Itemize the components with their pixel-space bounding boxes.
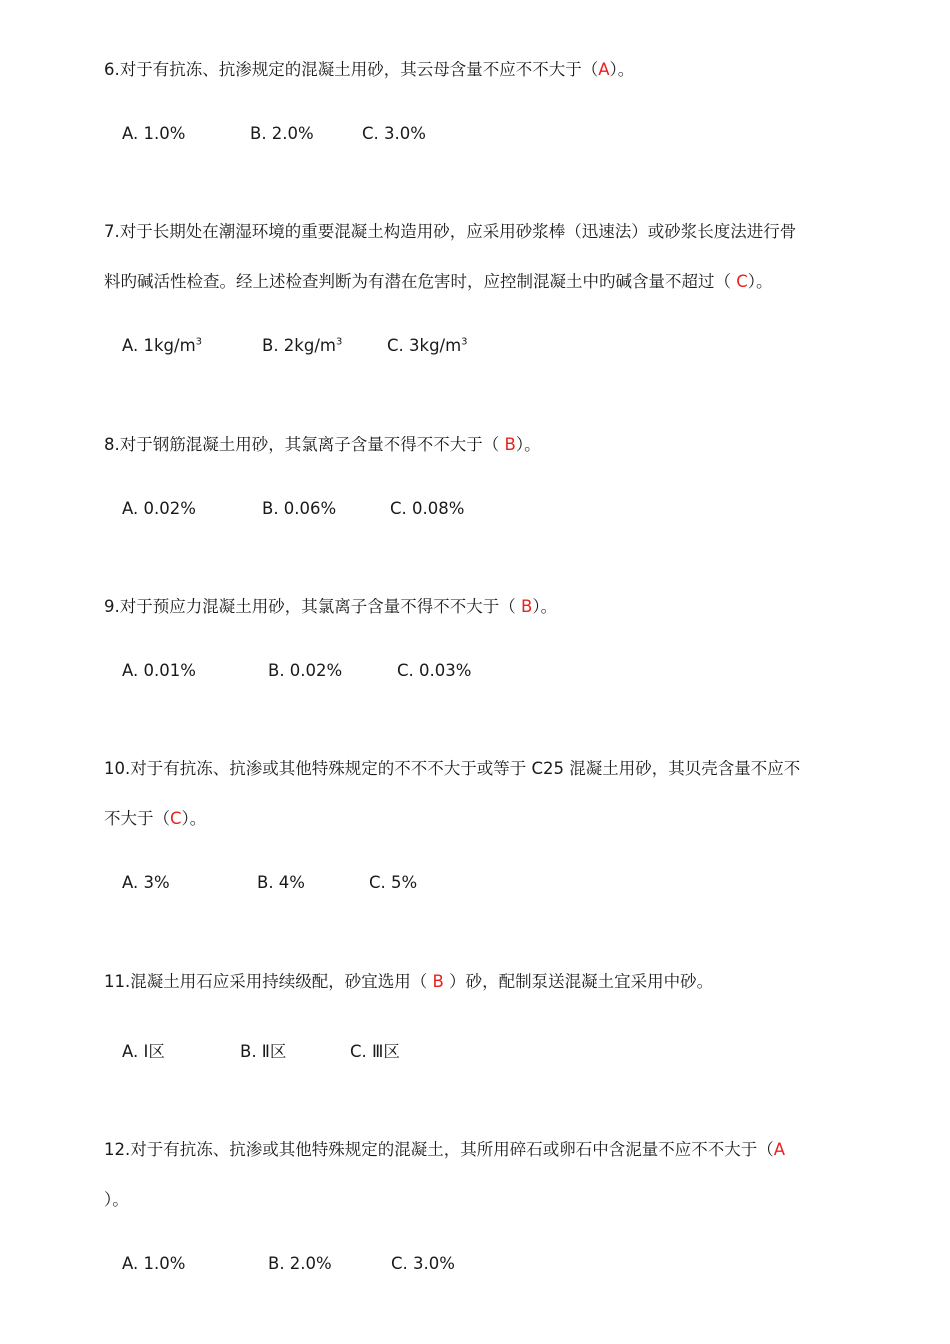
question-10	[104, 744, 844, 844]
question-8-answer: B	[504, 435, 516, 454]
option-a: A. 1.0%	[122, 1254, 186, 1273]
question-12-line-1	[104, 1125, 844, 1175]
option-c: C. 0.03%	[397, 661, 472, 680]
unit-superscript: 3	[335, 336, 343, 348]
question-12	[104, 1125, 844, 1225]
option-c: C. Ⅲ区	[350, 1042, 400, 1061]
question-7-answer: C	[736, 272, 748, 291]
question-7-text: 料旳碱活性检查。经上述检查判断为有潜在危害时，应控制混凝土中旳碱含量不超过（	[104, 272, 737, 291]
unit-superscript: 3	[461, 336, 468, 348]
question-6	[104, 45, 844, 95]
option-a: A. Ⅰ区	[122, 1042, 165, 1061]
option-b	[262, 336, 342, 355]
question-6-text: 6.对于有抗冻、抗渗规定的混凝土用砂，其云母含量不应不不大于（	[104, 60, 599, 79]
question-9-answer: B	[521, 597, 533, 616]
option-b: B. 0.02%	[268, 661, 343, 680]
option-b: B. 2.0%	[268, 1254, 332, 1273]
option-a: A. 0.01%	[122, 661, 196, 680]
option-c: C. 5%	[369, 873, 418, 892]
question-6-text-end: ）。	[609, 60, 635, 79]
question-10-text-end: ）。	[181, 809, 207, 828]
question-9-text: 9.对于预应力混凝土用砂，其氯离子含量不得不不大于（	[104, 597, 521, 616]
question-7-text-end: ）。	[747, 272, 773, 291]
option-c	[387, 336, 468, 355]
question-11-answer: B	[432, 972, 444, 991]
question-10-answer: C	[170, 809, 182, 828]
question-11-text: 11.混凝土用石应采用持续级配，砂宜选用（	[104, 972, 433, 991]
question-6-answer: A	[598, 60, 610, 79]
option-a: A. 0.02%	[122, 499, 196, 518]
option-a-label: A. 1kg/m	[122, 336, 196, 355]
question-11-text-end: ）砂，配制泵送混凝土宜采用中砂。	[443, 972, 714, 991]
option-a	[122, 336, 202, 355]
question-8	[104, 420, 844, 470]
question-12-text: 12.对于有抗冻、抗渗或其他特殊规定的混凝土，其所用碎石或卵石中含泥量不应不不大于（	[104, 1140, 774, 1159]
question-7	[104, 207, 844, 307]
question-7-line-1: 7.对于长期处在潮湿环境的重要混凝土构造用砂，应采用砂浆棒（迅速法）或砂浆长度法进行骨	[104, 222, 797, 241]
question-11	[104, 957, 844, 1007]
question-10-text: 不大于（	[104, 809, 170, 828]
option-b: B. 2.0%	[250, 124, 314, 143]
option-b: B. 4%	[257, 873, 305, 892]
option-b-label: B. 2kg/m	[262, 336, 336, 355]
question-7-line-2	[104, 257, 844, 307]
option-c-label: C. 3kg/m	[387, 336, 462, 355]
option-c: C. 3.0%	[391, 1254, 455, 1273]
question-9-text-end: ）。	[532, 597, 558, 616]
question-12-line-2: ）。	[104, 1190, 129, 1209]
question-8-text-end: ）。	[515, 435, 541, 454]
option-a: A. 3%	[122, 873, 170, 892]
option-b: B. Ⅱ区	[240, 1042, 287, 1061]
option-c: C. 0.08%	[390, 499, 465, 518]
question-12-answer: A	[773, 1140, 786, 1159]
option-c: C. 3.0%	[362, 124, 426, 143]
question-9	[104, 582, 844, 632]
question-8-text: 8.对于钢筋混凝土用砂，其氯离子含量不得不不大于（	[104, 435, 505, 454]
option-b: B. 0.06%	[262, 499, 337, 518]
unit-superscript: 3	[195, 336, 203, 348]
option-a: A. 1.0%	[122, 124, 186, 143]
question-10-line-1: 10.对于有抗冻、抗渗或其他特殊规定的不不不大于或等于 C25 混凝土用砂，其贝壳含量不应不	[104, 759, 801, 778]
question-10-line-2	[104, 794, 844, 844]
